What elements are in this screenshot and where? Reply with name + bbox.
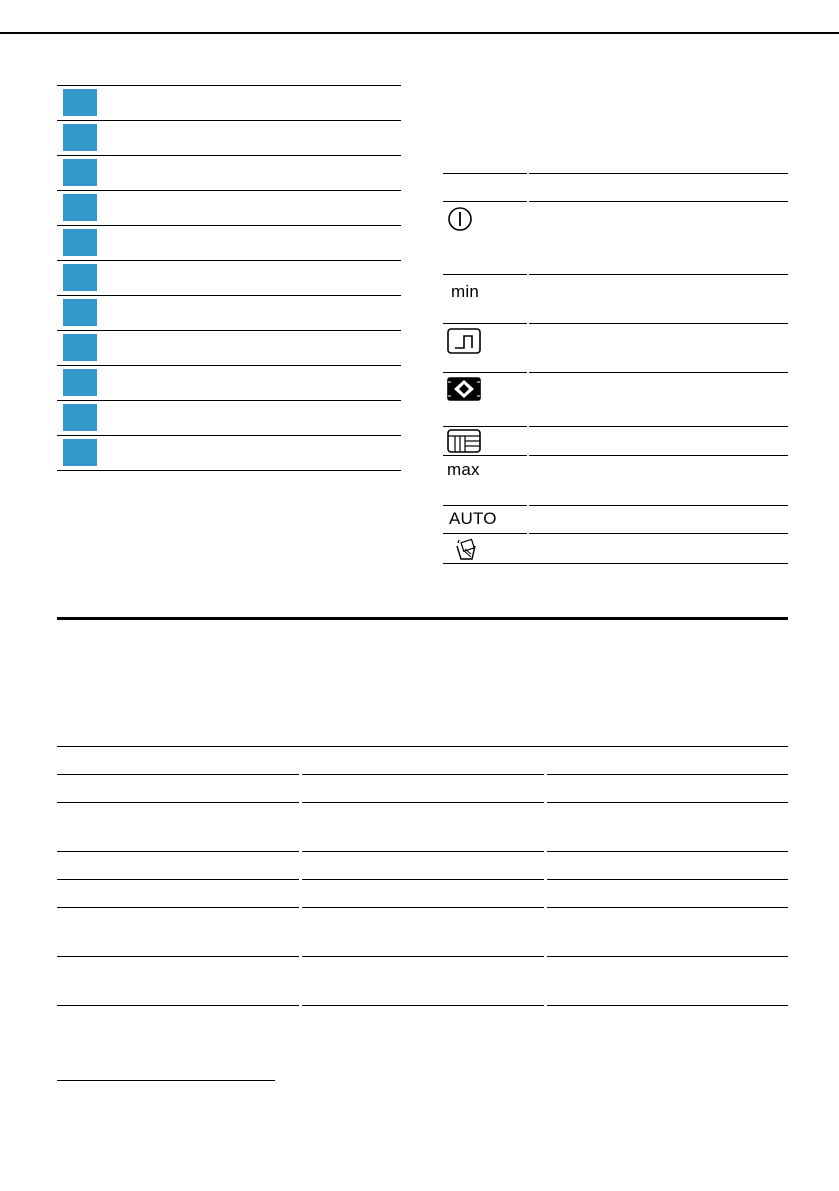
symbol-row-max	[443, 455, 788, 505]
table-row	[57, 957, 788, 1006]
number-box	[63, 89, 97, 116]
number-box	[63, 159, 97, 186]
section-rule	[57, 617, 788, 620]
legend-row	[57, 86, 401, 121]
power-icon	[447, 206, 473, 237]
number-box	[63, 229, 97, 256]
table-row	[57, 880, 788, 908]
number-box	[63, 334, 97, 361]
brilliant-shine-icon	[447, 377, 481, 406]
symbol-row-auto	[443, 505, 788, 533]
data-table	[57, 746, 788, 1006]
number-box	[63, 369, 97, 396]
number-box	[63, 124, 97, 151]
legend-row	[57, 436, 401, 471]
symbol-table-header	[443, 173, 788, 201]
legend-table	[57, 85, 401, 471]
symbol-row-intensive	[443, 323, 788, 372]
page-header-rule	[0, 32, 839, 34]
symbol-row-brilliant-shine	[443, 372, 788, 426]
symbol-row-tablet	[443, 533, 788, 564]
min-label: min	[451, 282, 479, 301]
table-row	[57, 803, 788, 852]
table-row	[57, 775, 788, 803]
table-row	[57, 908, 788, 957]
legend-row	[57, 261, 401, 296]
number-box	[63, 299, 97, 326]
legend-row	[57, 366, 401, 401]
legend-row	[57, 156, 401, 191]
number-box	[63, 264, 97, 291]
footnote-rule	[57, 1080, 275, 1081]
symbol-row-power	[443, 201, 788, 274]
legend-row	[57, 121, 401, 156]
max-label: max	[447, 460, 480, 479]
legend-row	[57, 296, 401, 331]
half-load-icon	[447, 429, 481, 458]
legend-row	[57, 401, 401, 436]
symbol-row-half-load	[443, 426, 788, 455]
legend-row	[57, 226, 401, 261]
tablet-icon	[455, 537, 479, 566]
table-row	[57, 852, 788, 880]
legend-row	[57, 331, 401, 366]
intensive-zone-icon	[447, 328, 481, 359]
table-row	[57, 747, 788, 775]
number-box	[63, 194, 97, 221]
auto-label: AUTO	[449, 509, 497, 528]
number-box	[63, 404, 97, 431]
symbol-row-min	[443, 274, 788, 323]
legend-row	[57, 191, 401, 226]
number-box	[63, 439, 97, 466]
symbol-table	[443, 173, 788, 564]
